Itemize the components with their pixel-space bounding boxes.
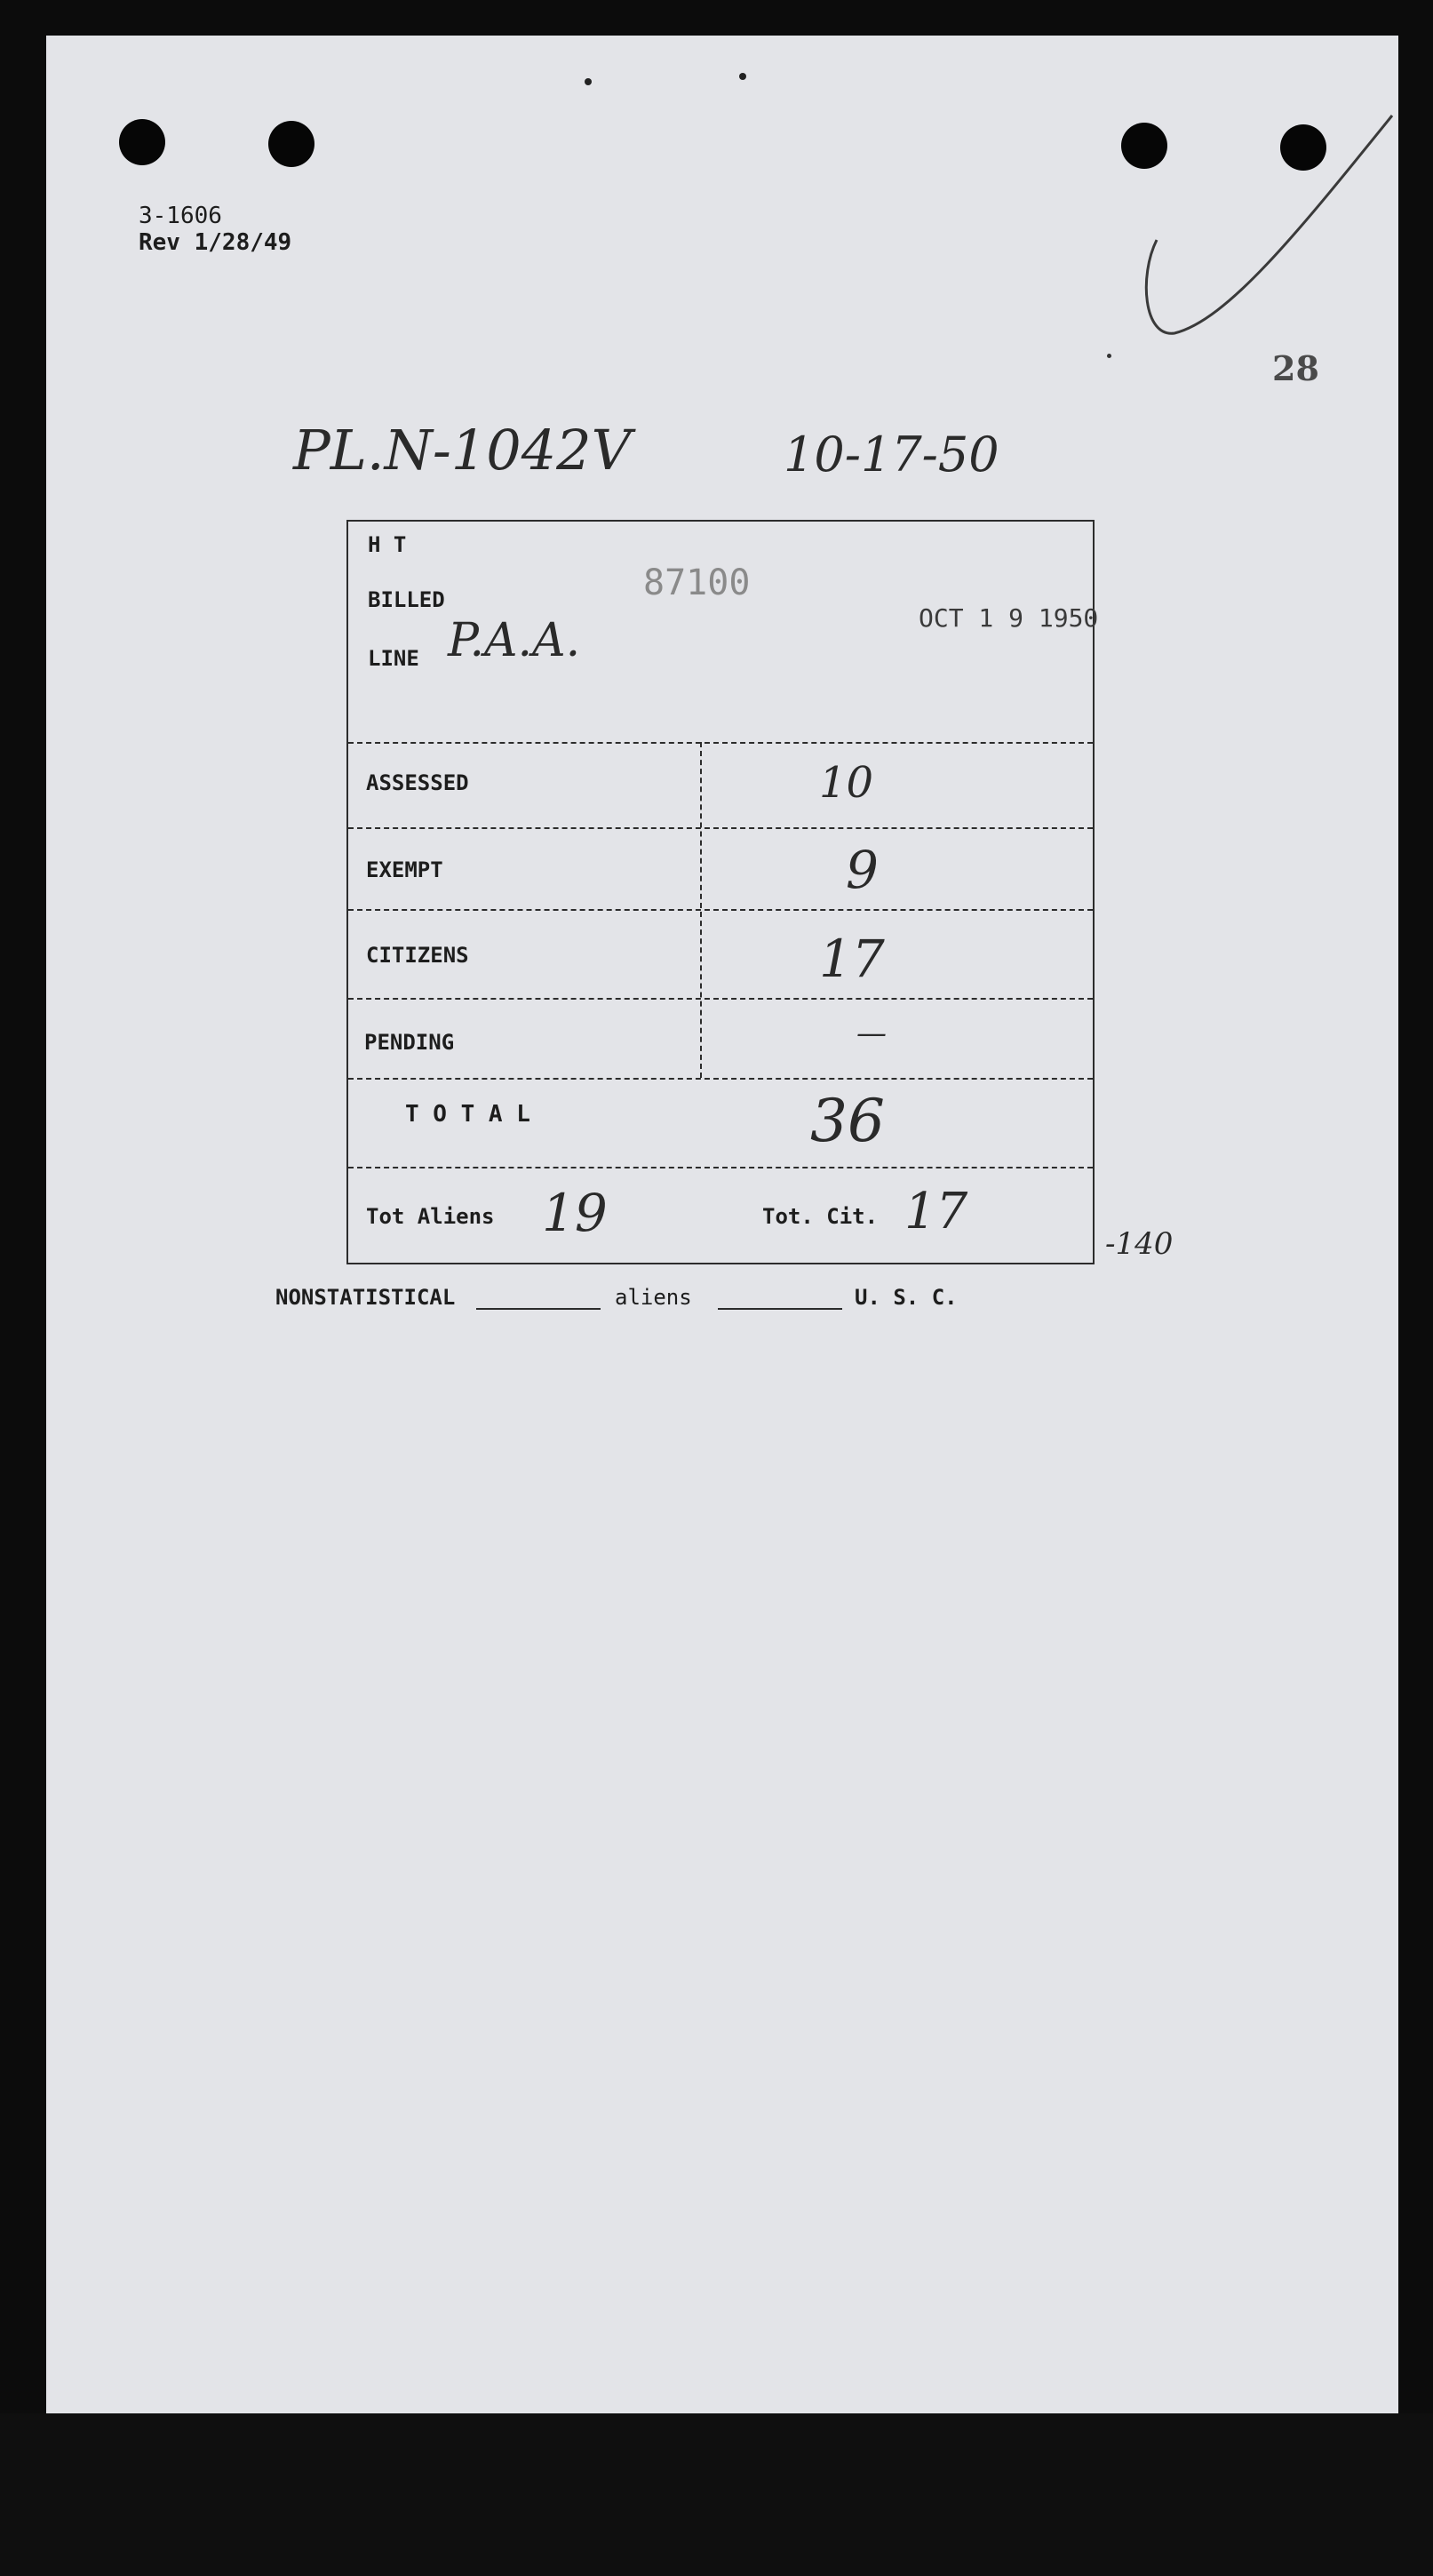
scan-bottom-band: [0, 2413, 1433, 2576]
row-label-citizens: CITIZENS: [366, 943, 469, 968]
billed-label: BILLED: [368, 587, 445, 612]
divider-total: [348, 1167, 1093, 1168]
date-handwritten: 10-17-50: [784, 427, 999, 483]
row-value-pending: —: [856, 1016, 887, 1051]
usc-label: U. S. C.: [855, 1285, 958, 1310]
tot-cit-value: 17: [904, 1183, 968, 1240]
total-value: 36: [810, 1087, 885, 1155]
form-number: 3-1606: [139, 203, 222, 229]
speck: [1107, 354, 1111, 358]
total-label: T O T A L: [405, 1101, 530, 1128]
form-revision: Rev 1/28/49: [139, 229, 292, 256]
aliens-label: aliens: [615, 1285, 692, 1310]
row-value-assessed: 10: [819, 758, 874, 808]
ht-label: H T: [368, 532, 407, 557]
column-divider: [700, 742, 702, 1078]
row-label-exempt: EXEMPT: [366, 857, 443, 882]
divider-row-4: [348, 1078, 1093, 1080]
divider-row-3: [348, 998, 1093, 1000]
speck: [739, 73, 746, 80]
line-label: LINE: [368, 646, 419, 671]
aliens-blank: [718, 1308, 842, 1310]
stamp-number: 87100: [643, 562, 751, 603]
punch-hole-left-2: [268, 121, 314, 167]
nonstatistical-blank: [476, 1308, 601, 1310]
date-stamp: OCT 1 9 1950: [919, 603, 1099, 633]
tot-aliens-value: 19: [542, 1183, 608, 1243]
tot-cit-label: Tot. Cit.: [762, 1204, 879, 1229]
check-mark-icon: [1095, 80, 1397, 347]
row-label-assessed: ASSESSED: [366, 770, 469, 795]
divider-header: [348, 742, 1093, 744]
speck: [585, 78, 592, 85]
plane-number-handwritten: PL.N-1042V: [293, 418, 632, 483]
row-label-pending: PENDING: [364, 1030, 455, 1055]
divider-row-2: [348, 909, 1093, 911]
tot-aliens-label: Tot Aliens: [366, 1204, 495, 1229]
page-number: 28: [1272, 348, 1319, 388]
document-page: [46, 36, 1398, 2413]
row-value-exempt: 9: [846, 840, 879, 900]
nonstatistical-label: NONSTATISTICAL: [275, 1285, 456, 1310]
passenger-form-table: [346, 520, 1099, 1264]
punch-hole-left-1: [119, 119, 165, 165]
side-note-handwritten: -140: [1105, 1226, 1174, 1262]
divider-row-1: [348, 827, 1093, 829]
line-value-handwritten: P.A.A.: [448, 614, 581, 667]
row-value-citizens: 17: [819, 929, 885, 989]
